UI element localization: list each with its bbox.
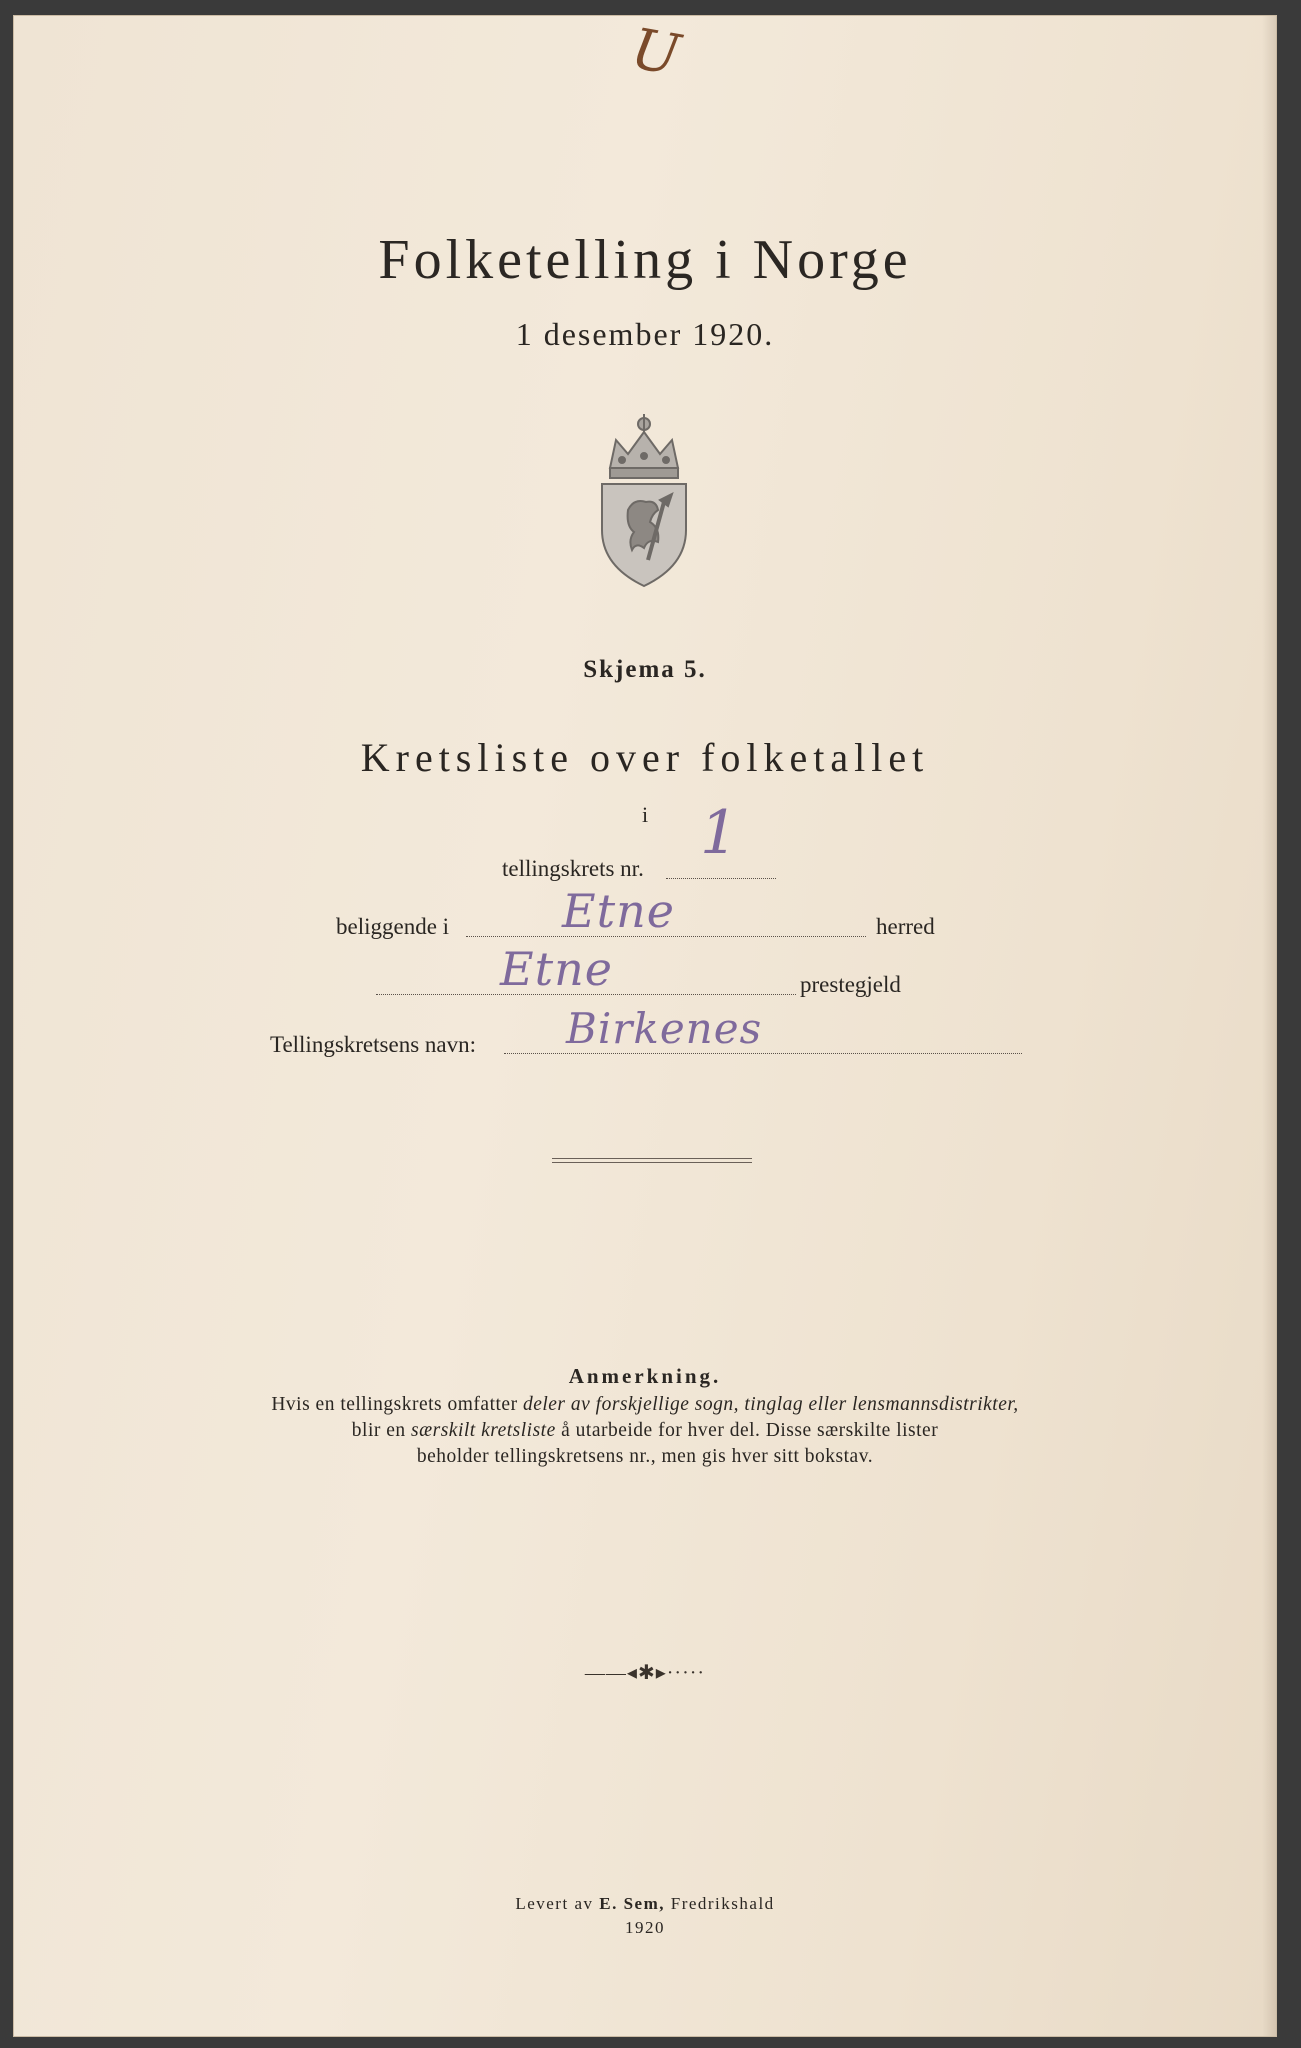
district-name-value: Birkenes [566, 1004, 763, 1053]
note-line-1 [14, 1394, 1276, 1416]
note-line-2-text-b: å utarbeide for hver del. Disse særskilte lister [555, 1420, 939, 1441]
location-label: beliggende i [336, 914, 450, 939]
note-line-1-emphasis: deler av forskjellige sogn, tinglag eller lensmannsdistrikter, [522, 1394, 1019, 1415]
census-form-page [14, 16, 1276, 2036]
divider-rule [552, 1158, 752, 1163]
location-value: Etne [562, 884, 675, 938]
page-title: Folketelling i Norge [378, 229, 912, 291]
note-line-2-text-a: blir en [351, 1420, 412, 1441]
norway-coat-of-arms-icon [588, 410, 700, 590]
krets-number-value: 1 [700, 798, 740, 868]
krets-number-label: tellingskrets nr. [502, 856, 644, 881]
schema-number: Skjema 5. [583, 656, 707, 683]
preposition-i: i [641, 802, 649, 827]
form-heading: Kretsliste over folketallet [360, 735, 930, 780]
herred-label: herred [876, 914, 935, 939]
census-date: 1 desember 1920. [515, 316, 775, 352]
printer-name: E. Sem, [599, 1894, 665, 1913]
printer-year: 1920 [625, 1918, 665, 1937]
note-line-2 [14, 1420, 1276, 1442]
prestegjeld-label: prestegjeld [800, 972, 901, 997]
note-title: Anmerkning. [568, 1364, 722, 1388]
printer-prefix: Levert av [515, 1894, 600, 1913]
krets-number-line [666, 878, 776, 879]
district-name-label: Tellingskretsens navn: [270, 1032, 476, 1057]
printer-credit [14, 1894, 1276, 1914]
district-name-line [504, 1053, 1022, 1054]
archive-mark: U [626, 16, 685, 89]
note-line-3: beholder tellingskretsens nr., men gis hver sitt bokstav. [416, 1446, 874, 1467]
ornament-divider: ——◂✱▸····· [584, 1662, 706, 1684]
printer-place: Fredrikshald [664, 1894, 775, 1913]
note-line-1-text: Hvis en tellingskrets omfatter [271, 1394, 523, 1415]
note-line-2-emphasis: særskilt kretsliste [411, 1420, 556, 1441]
parish-value: Etne [500, 942, 613, 996]
